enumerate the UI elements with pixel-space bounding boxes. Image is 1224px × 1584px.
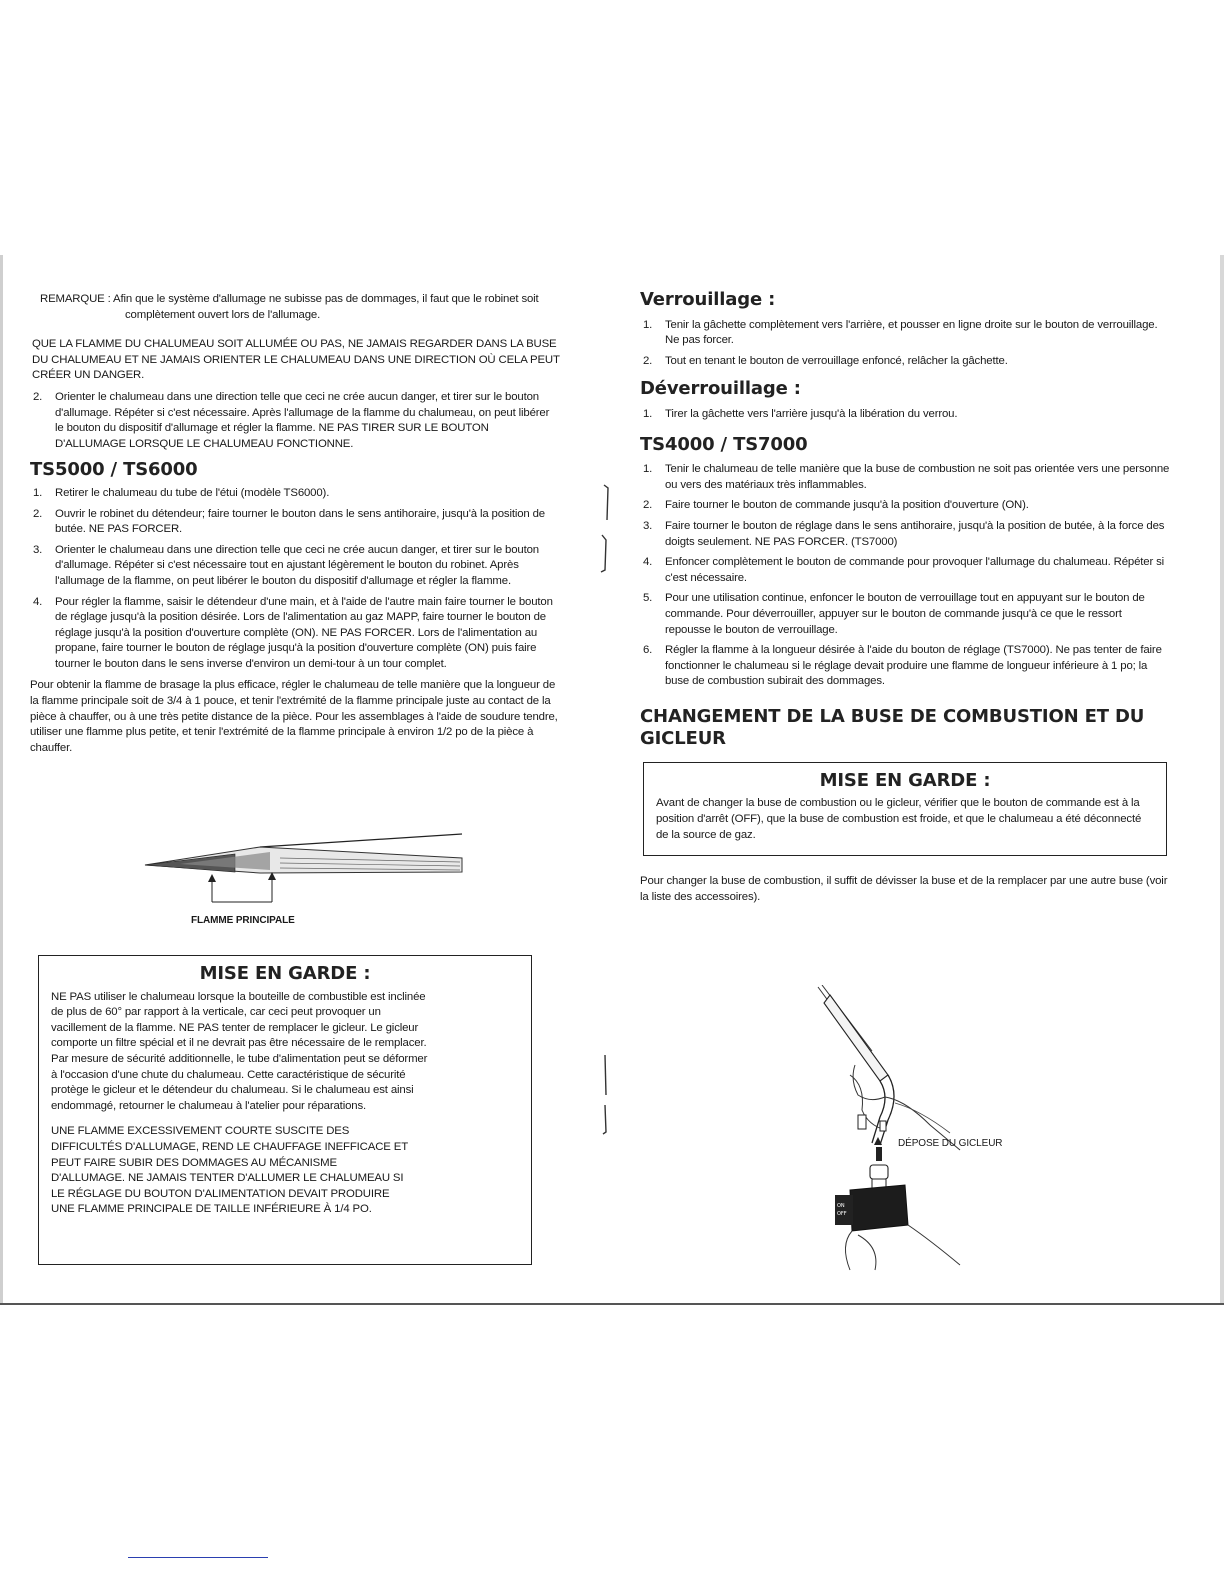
step-number: 2. bbox=[643, 354, 653, 367]
step-text: Tenir le chalumeau de telle manière que la buse de combustion ne soit pas orientée vers une personne ou vers des matériaux très inflammables. bbox=[665, 463, 1170, 491]
step-number: 6. bbox=[643, 644, 653, 657]
left-column bbox=[30, 292, 560, 756]
list-item bbox=[640, 591, 1170, 638]
step-text: Tout en tenant le bouton de verrouillage enfoncé, relâcher la gâchette. bbox=[665, 354, 1008, 367]
lock-steps bbox=[640, 318, 1170, 370]
warning-title: MISE EN GARDE : bbox=[819, 769, 991, 791]
ts5000-steps bbox=[30, 486, 560, 673]
step-text: Faire tourner le bouton de commande jusqu'à la position d'ouverture (ON). bbox=[665, 499, 1029, 512]
lock-heading: Verrouillage : bbox=[640, 289, 776, 310]
step-number: 1. bbox=[33, 486, 43, 499]
torch-flame-illustration bbox=[140, 830, 480, 915]
ts4000-steps bbox=[640, 462, 1170, 690]
step-number: 2. bbox=[643, 499, 653, 512]
left-step-2 bbox=[30, 390, 560, 452]
knob-off-label: OFF bbox=[837, 1211, 847, 1217]
step-text: Enfoncer complètement le bouton de commande pour provoquer l'allumage du chalumeau. Répéter si c'est nécessaire. bbox=[665, 556, 1165, 584]
step-text: Régler la flamme à la longueur désirée à l'aide du bouton de réglage (TS7000). Ne pas tenter de faire fonctionner le chalumeau si le réglage devait produire une flamme de longueur inférieure à 1 po; la buse de combustion subirait des dommages. bbox=[665, 644, 1162, 688]
step-text: Tenir la gâchette complètement vers l'arrière, et pousser en ligne droite sur le bouton de verrouillage. Ne pas forcer. bbox=[665, 318, 1158, 347]
list-item bbox=[30, 507, 560, 538]
step-number: 4. bbox=[33, 595, 43, 608]
warning-box-left bbox=[38, 955, 532, 1265]
list-item bbox=[640, 354, 1170, 370]
list-item bbox=[640, 643, 1170, 690]
brazing-paragraph: Pour obtenir la flamme de brasage la plus efficace, régler le chalumeau de telle manière que la longueur de la flamme principale soit de 3/4 à 1 pouce, et tenir l'extrémité de la flamme principale juste au contact de la pièce à chauffer, ou à une très petite distance de la pièce. Pour les assemblages à l'aide de soudure tendre, utiliser une flamme plus petite, et tenir l'extrémité de la flamme principale à environ 1/2 po de la pièce à chauffer. bbox=[30, 679, 558, 754]
step-text: Orienter le chalumeau dans une direction telle que ceci ne crée aucun danger, et tirer sur le bouton d'allumage. Répéter si c'est nécessaire tout en ajustant légèrement le bouton du robinet. Après l'allumage de la flamme, on peut libérer le bouton du dispositif d'allumage et régler la flamme. bbox=[55, 543, 539, 587]
scan-edge-left bbox=[0, 255, 3, 1305]
step-number: 3. bbox=[33, 543, 43, 556]
step-number: 3. bbox=[643, 519, 653, 532]
step-text: Pour régler la flamme, saisir le détendeur d'une main, et à l'aide de l'autre main faire tourner le bouton de réglage jusqu'à la position désirée. Lors de l'alimentation au gaz MAPP, faire tourner le bouton de réglage jusqu'à la position d'ouverture complète (ON). NE PAS FORCER. Lors de l'alimentation au propane, faire tourner le bouton de réglage jusqu'à la position d'ouverture complète (ON) puis faire tourner le bouton dans le sens inverse d'environ un demi-tour à un tour complet. bbox=[55, 595, 553, 670]
step-number: 2. bbox=[33, 507, 43, 520]
change-heading: CHANGEMENT DE LA BUSE DE COMBUSTION ET DU GICLEUR bbox=[640, 705, 1145, 749]
scan-edge-right bbox=[1220, 255, 1224, 1305]
left-step2-list bbox=[30, 390, 560, 452]
unlock-heading: Déverrouillage : bbox=[640, 378, 801, 400]
step-number: 2. bbox=[33, 390, 43, 403]
step-text: Pour une utilisation continue, enfoncer le bouton de verrouillage tout en appuyant sur le bouton de commande. Pour déverrouiller, appuyer sur le bouton de commande jusqu'à ce que le ressort repousse le bouton de verrouillage. bbox=[665, 592, 1145, 636]
margin-marks-lower bbox=[590, 1050, 620, 1140]
warning-text: Avant de changer la buse de combustion ou le gicleur, vérifier que le bouton de commande est à la position d'arrêt (OFF), que la buse de combustion est froide, et que le chalumeau a été déconnecté de la source de gaz. bbox=[656, 797, 1142, 841]
step-text: Retirer le chalumeau du tube de l'étui (modèle TS6000). bbox=[55, 486, 330, 499]
list-item bbox=[640, 555, 1170, 586]
model-heading-ts4000: TS4000 / TS7000 bbox=[640, 433, 808, 455]
warning-box-right bbox=[643, 762, 1167, 856]
list-item bbox=[30, 595, 560, 673]
flame-label: FLAMME PRINCIPALE bbox=[191, 915, 295, 926]
margin-marks bbox=[590, 480, 620, 580]
step-number: 1. bbox=[643, 463, 653, 476]
step-number: 1. bbox=[643, 407, 653, 420]
step-number: 1. bbox=[643, 318, 653, 331]
change-paragraph: Pour changer la buse de combustion, il suffit de dévisser la buse et de la remplacer par une autre buse (voir la liste des accessoires). bbox=[640, 875, 1168, 903]
unlock-steps bbox=[640, 407, 1170, 423]
note-remarque: REMARQUE : Afin que le système d'allumage ne subisse pas de dommages, il faut que le robinet soit complètement ouvert lors de l'allumage. bbox=[40, 293, 539, 321]
caps-warning: QUE LA FLAMME DU CHALUMEAU SOIT ALLUMÉE OU PAS, NE JAMAIS REGARDER DANS LA BUSE DU CHALUMEAU ET NE JAMAIS ORIENTER LE CHALUMEAU DANS UNE DIRECTION OÙ CELA PEUT CRÉER UN DANGER. bbox=[32, 338, 560, 382]
list-item bbox=[640, 519, 1170, 550]
warning-caps-paragraph: UNE FLAMME EXCESSIVEMENT COURTE SUSCITE DES DIFFICULTÉS D'ALLUMAGE, REND LE CHAUFFAGE INEFFICACE ET PEUT FAIRE SUBIR DES DOMMAGES AU MÉCANISME D'ALLUMAGE. NE JAMAIS TENTER D'ALLUMER LE CHALUMEAU SI LE RÉGLAGE DU BOUTON D'ALIMENTATION DEVAIT PRODUIRE UNE FLAMME PRINCIPALE DE TAILLE INFÉRIEURE À 1/4 PO. bbox=[51, 1125, 408, 1216]
list-item bbox=[30, 486, 560, 502]
step-text: Faire tourner le bouton de réglage dans le sens antihoraire, jusqu'à la position de butée, à la force des doigts seulement. NE PAS FORCER. (TS7000) bbox=[665, 519, 1165, 548]
gicleur-label: DÉPOSE DU GICLEUR bbox=[898, 1138, 1003, 1149]
warning-paragraph: NE PAS utiliser le chalumeau lorsque la bouteille de combustible est inclinée de plus de 60° par rapport à la verticale, car ceci peut provoquer un vacillement de la flamme. NE PAS tenter de remplacer le gicleur. Le gicleur comporte un filtre spécial et il ne devrait pas être nécessaire de le remplacer. Par mesure de sécurité additionnelle, le tube d'alimentation peut se déformer à l'occasion d'une chute du chalumeau. Cette caractéristique de sécurité protège le gicleur et le détendeur du chalumeau. Si le chalumeau est ainsi endommagé, retourner le chalumeau à l'atelier pour réparations. bbox=[51, 990, 428, 1112]
step-text: Orienter le chalumeau dans une direction telle que ceci ne crée aucun danger, et tirer sur le bouton d'allumage. Répéter si c'est nécessaire. Après l'allumage de la flamme du chalumeau, on peut libérer le bouton du dispositif d'allumage et régler la flamme. NE PAS TIRER SUR LE BOUTON D'ALLUMAGE LORSQUE LE CHALUMEAU FONCTIONNE. bbox=[55, 390, 550, 450]
knob-on-label: ON bbox=[837, 1203, 845, 1209]
step-text: Tirer la gâchette vers l'arrière jusqu'à la libération du verrou. bbox=[665, 407, 958, 420]
list-item bbox=[640, 407, 1170, 423]
bottom-rule bbox=[0, 1303, 1224, 1305]
list-item bbox=[640, 498, 1170, 514]
step-number: 5. bbox=[643, 592, 653, 605]
footer-line bbox=[128, 1557, 268, 1558]
warning-title: MISE EN GARDE : bbox=[199, 963, 371, 984]
list-item bbox=[640, 462, 1170, 493]
gicleur-removal-illustration bbox=[810, 985, 1003, 1275]
step-text: Ouvrir le robinet du détendeur; faire tourner le bouton dans le sens antihoraire, jusqu'à la position de butée. NE PAS FORCER. bbox=[55, 507, 545, 536]
list-item bbox=[640, 318, 1170, 349]
right-column bbox=[640, 289, 1170, 905]
model-heading-ts5000: TS5000 / TS6000 bbox=[30, 459, 198, 481]
step-number: 4. bbox=[643, 556, 653, 569]
list-item bbox=[30, 543, 560, 590]
